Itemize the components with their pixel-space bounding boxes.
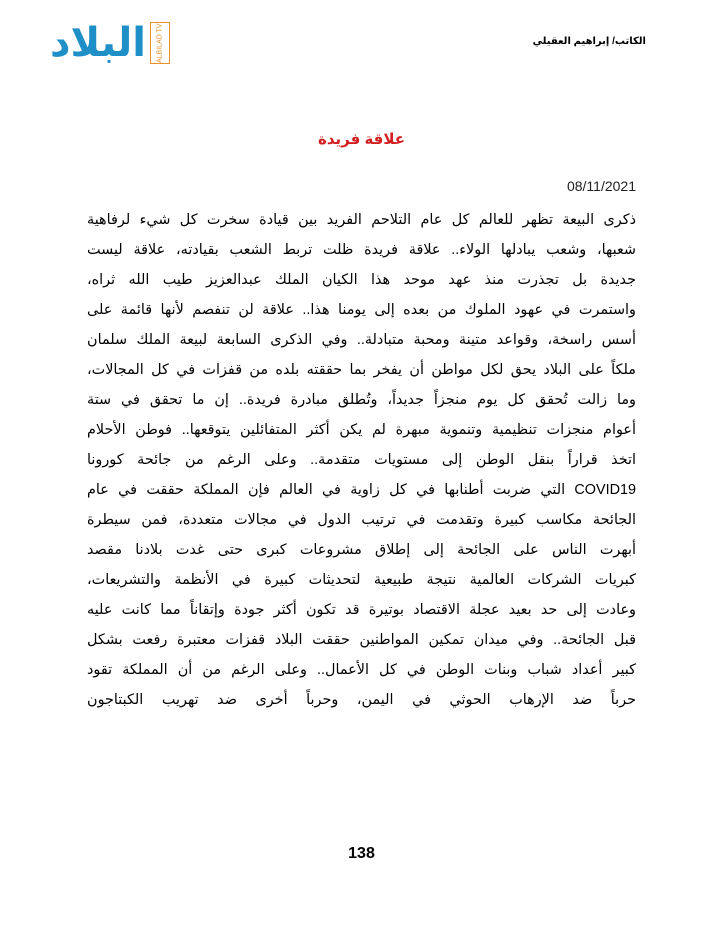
body-line: جديدة بل تجذرت منذ عهد موحد هذا الكيان الملك عبدالعزيز طيب الله ثراه، — [87, 272, 636, 288]
author-line: الكاتب/ إبراهيم العقيلي — [532, 36, 646, 47]
body-line: COVID19 التي ضربت أطنابها في كل زاوية في العالم فإن المملكة حققت في عام — [87, 482, 636, 498]
body-line: ملكاً على البلاد يحق لكل مواطن أن يفخر بما حققته بلده من قفزات في كل المجالات، — [87, 362, 636, 378]
article-date: 08/11/2021 — [566, 178, 636, 194]
logo-text: البلاد — [50, 20, 146, 66]
page-number: 138 — [348, 845, 375, 862]
body-line: واستمرت في عهود الملوك من بعده إلى يومنا هذا.. علاقة لن تنفصم لأنها قائمة على — [87, 302, 636, 318]
body-line: الجائحة مكاسب كبيرة وتقدمت في ترتيب الدول في مجالات متعددة، فمن سيطرة — [87, 512, 636, 528]
body-line: كبير أعداد شباب وبنات الوطن في كل الأعمال.. وعلى الرغم من أن المملكة تقود — [87, 662, 636, 678]
body-line: أبهرت الناس على الجائحة إلى إطلاق مشروعات كبرى حتى غدت بلادنا مقصد — [87, 542, 636, 558]
logo-tag: ALBILAD TV — [150, 22, 170, 64]
body-line: ذكرى البيعة تظهر للعالم كل عام التلاحم الفريد بين قيادة سخرت كل شيء لرفاهية — [87, 212, 636, 228]
article-title: علاقة فريدة — [317, 131, 406, 148]
body-line: اتخذ قراراً بنقل الوطن إلى مستويات متقدمة.. وعلى الرغم من جائحة كورونا — [87, 452, 636, 468]
article-body — [87, 205, 636, 845]
body-line: أسس راسخة، وقواعد متينة ومحبة متبادلة.. وفي الذكرى السابعة لبيعة الملك سلمان — [87, 332, 636, 348]
albilad-logo — [50, 18, 180, 68]
body-line: شعبها، وشعب يبادلها الولاء.. علاقة فريدة ظلت تربط الشعب بقيادته، علاقة ليست — [87, 242, 636, 258]
body-line: حرباً ضد الإرهاب الحوثي في اليمن، وحرباً أخرى ضد تهريب الكبتاجون — [87, 692, 636, 708]
body-line: وما زالت تُحقق كل يوم منجزاً جديداً، وتُطلق مبادرة فريدة.. إن ما تحقق في ستة — [87, 392, 636, 408]
body-line: كبريات الشركات العالمية نتيجة طبيعية لتحديثات كبيرة في الأنظمة والتشريعات، — [87, 572, 636, 588]
body-line: وعادت إلى حد بعيد عجلة الاقتصاد بوتيرة قد تكون أكثر جودة وإتقاناً مما كانت عليه — [87, 602, 636, 618]
body-line: أعوام منجزات تنظيمية وتنموية مبهرة لم يكن أكثر المتفائلين يتوقعها.. فوطن الأحلام — [87, 422, 636, 438]
body-line: قبل الجائحة.. وفي ميدان تمكين المواطنين حققت البلاد قفزات معتبرة رفعت بشكل — [87, 632, 636, 648]
